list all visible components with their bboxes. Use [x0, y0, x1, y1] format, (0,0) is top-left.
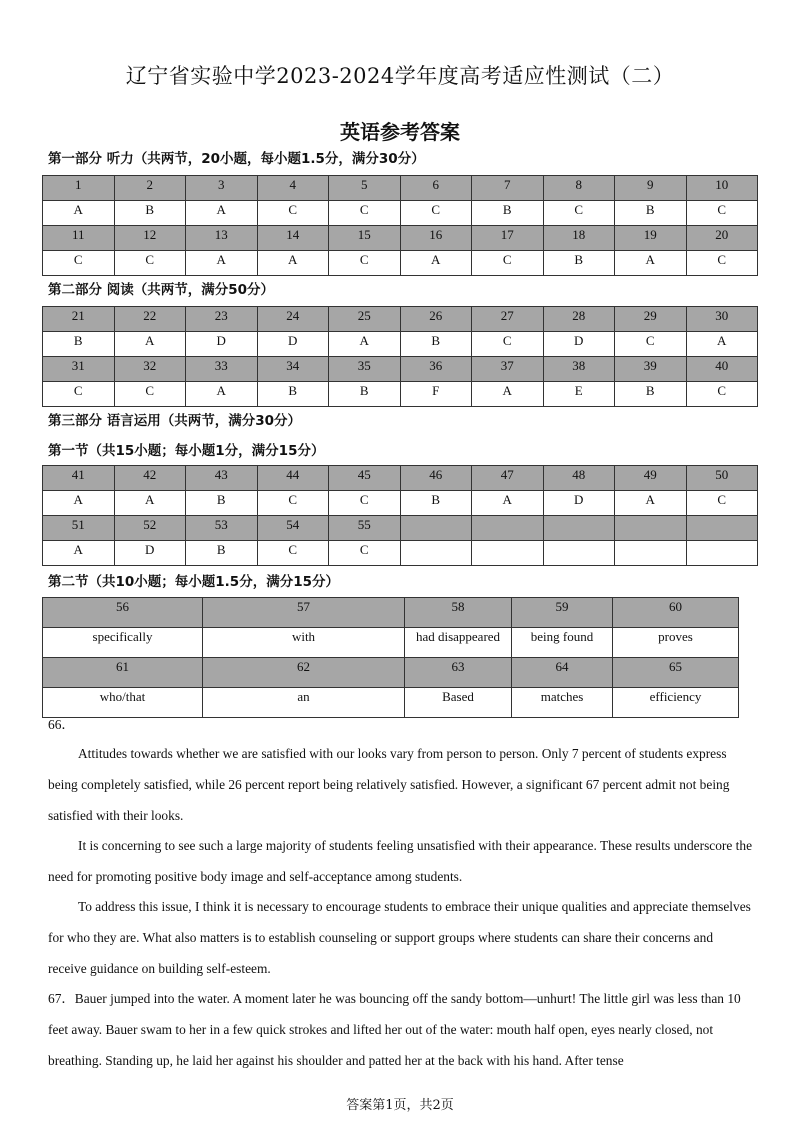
question-number-row [43, 598, 739, 628]
question-number-cell: 50 [686, 466, 758, 491]
question-number-cell: 7 [472, 176, 544, 201]
question-number-cell: 36 [400, 357, 472, 382]
answer-row [43, 541, 758, 566]
question-number-cell: 29 [615, 307, 687, 332]
answer-cell: C [329, 201, 401, 226]
answer-cell: C [686, 201, 758, 226]
answer-row [43, 382, 758, 407]
question-number-cell: 5 [329, 176, 401, 201]
part2-answer-table [42, 306, 758, 407]
question-number-cell: 32 [114, 357, 186, 382]
answer-cell: B [186, 491, 258, 516]
answer-cell: A [43, 491, 115, 516]
question-number-cell: 9 [615, 176, 687, 201]
answer-cell: efficiency [613, 688, 739, 718]
answer-cell: C [329, 251, 401, 276]
question-number-cell: 57 [203, 598, 405, 628]
exam-title: 辽宁省实验中学2023-2024学年度高考适应性测试（二） [125, 64, 675, 88]
question-number-cell: 1 [43, 176, 115, 201]
question-number-cell: 56 [43, 598, 203, 628]
question-number-cell [543, 516, 615, 541]
answer-cell: C [114, 382, 186, 407]
question-number-cell: 40 [686, 357, 758, 382]
question-number-cell: 62 [203, 658, 405, 688]
question-number-cell: 54 [257, 516, 329, 541]
question-number-cell: 19 [615, 226, 687, 251]
question-number-cell: 34 [257, 357, 329, 382]
q66-paragraph-3: To address this issue, I think it is necessary to encourage students to embrace their unique qualities and appreciate themselves for who they are. What also matters is to establish counseling or support groups where students can share their concerns and receive guidance on building self-esteem. [48, 899, 751, 976]
question-number-cell: 33 [186, 357, 258, 382]
question-number-cell: 63 [405, 658, 512, 688]
answer-cell: C [43, 251, 115, 276]
question-number-cell: 22 [114, 307, 186, 332]
question-number-cell: 30 [686, 307, 758, 332]
question-number-cell: 15 [329, 226, 401, 251]
answer-cell: F [400, 382, 472, 407]
question-number-cell: 24 [257, 307, 329, 332]
answer-cell: A [186, 201, 258, 226]
question-number-cell [615, 516, 687, 541]
question-number-cell: 18 [543, 226, 615, 251]
answer-cell: D [543, 491, 615, 516]
answer-cell [472, 541, 544, 566]
question-number-cell: 3 [186, 176, 258, 201]
answer-row [43, 332, 758, 357]
answer-cell: D [543, 332, 615, 357]
question-number-cell: 25 [329, 307, 401, 332]
question-number-cell: 12 [114, 226, 186, 251]
answer-cell: A [615, 251, 687, 276]
answer-cell: C [543, 201, 615, 226]
answer-cell [686, 541, 758, 566]
answer-cell: Based [405, 688, 512, 718]
question-number-row [43, 658, 739, 688]
question-number-cell: 58 [405, 598, 512, 628]
answer-cell: B [43, 332, 115, 357]
question-number-cell: 13 [186, 226, 258, 251]
question-number-cell: 31 [43, 357, 115, 382]
question-number-cell: 64 [512, 658, 613, 688]
answer-cell: A [43, 541, 115, 566]
answer-cell: B [543, 251, 615, 276]
answer-cell: B [615, 382, 687, 407]
answer-cell: C [257, 491, 329, 516]
question-number-cell: 65 [613, 658, 739, 688]
question-number-cell: 16 [400, 226, 472, 251]
answer-cell: C [686, 491, 758, 516]
answer-cell: who/that [43, 688, 203, 718]
answer-cell: C [615, 332, 687, 357]
question-number-cell: 26 [400, 307, 472, 332]
answer-cell: an [203, 688, 405, 718]
answer-cell: D [114, 541, 186, 566]
question-number-row [43, 226, 758, 251]
answer-cell: had disappeared [405, 628, 512, 658]
question-number-cell: 4 [257, 176, 329, 201]
question-number-cell: 61 [43, 658, 203, 688]
answer-row [43, 201, 758, 226]
answer-cell: C [686, 382, 758, 407]
question-number-cell: 8 [543, 176, 615, 201]
answer-cell: C [329, 541, 401, 566]
answer-cell: A [472, 491, 544, 516]
answer-row [43, 491, 758, 516]
answer-cell: C [43, 382, 115, 407]
answer-cell: C [257, 201, 329, 226]
question-number-cell: 35 [329, 357, 401, 382]
question-number-cell: 37 [472, 357, 544, 382]
question-number-cell: 44 [257, 466, 329, 491]
question-number-cell: 20 [686, 226, 758, 251]
question-number-cell: 21 [43, 307, 115, 332]
answer-cell: B [114, 201, 186, 226]
part3-heading: 第三部分 语言运用（共两节，满分30分） [48, 413, 301, 429]
question-number-cell: 2 [114, 176, 186, 201]
answer-cell: A [686, 332, 758, 357]
answer-cell: A [257, 251, 329, 276]
question-number-cell: 59 [512, 598, 613, 628]
answer-cell: A [114, 332, 186, 357]
part3-section1-answer-table [42, 465, 758, 566]
answer-cell: A [472, 382, 544, 407]
answer-row [43, 251, 758, 276]
part1-answer-table [42, 175, 758, 276]
question-number-cell: 38 [543, 357, 615, 382]
answer-cell: C [329, 491, 401, 516]
question-number-cell: 60 [613, 598, 739, 628]
answer-cell: C [472, 332, 544, 357]
page-footer: 答案第1页，共2页 [346, 1098, 454, 1113]
answer-cell: B [400, 332, 472, 357]
q66-paragraph-2: It is concerning to see such a large majority of students feeling unsatisfied with their appearance. These results underscore the need for promoting positive body image and self-acceptance among students. [48, 838, 753, 884]
answer-cell: B [186, 541, 258, 566]
question-number-cell [400, 516, 472, 541]
question-number-cell: 11 [43, 226, 115, 251]
question-number-cell: 17 [472, 226, 544, 251]
question-number-cell [472, 516, 544, 541]
question-number-cell: 53 [186, 516, 258, 541]
answer-cell: A [329, 332, 401, 357]
answer-cell: B [615, 201, 687, 226]
question-number-row [43, 357, 758, 382]
question-number-cell: 6 [400, 176, 472, 201]
question-number-cell: 51 [43, 516, 115, 541]
answer-cell: B [400, 491, 472, 516]
question-number-cell: 42 [114, 466, 186, 491]
question-number-cell: 52 [114, 516, 186, 541]
question-number-row [43, 307, 758, 332]
answer-cell: matches [512, 688, 613, 718]
question-number-cell: 23 [186, 307, 258, 332]
answer-cell: being found [512, 628, 613, 658]
answer-cell: with [203, 628, 405, 658]
answer-cell: A [400, 251, 472, 276]
question-number-cell: 27 [472, 307, 544, 332]
answer-cell [543, 541, 615, 566]
answer-cell: C [257, 541, 329, 566]
question-number-row [43, 516, 758, 541]
q66-paragraph-1: Attitudes towards whether we are satisfied with our looks vary from person to person. Only 7 percent of students express being completely satisfied, while 26 percent report being relatively satisfied. However, a significant 67 percent admit not being satisfied with their looks. [48, 746, 730, 823]
question-number-cell: 10 [686, 176, 758, 201]
question-number-cell: 55 [329, 516, 401, 541]
question-number-cell: 28 [543, 307, 615, 332]
question-number-cell: 45 [329, 466, 401, 491]
q67-text: 67．Bauer jumped into the water. A moment later he was bouncing off the sandy bottom—unhurt! The little girl was less than 10 feet away. Bauer swam to her in a few quick strokes and lifted her out of the water: mouth half open, eyes nearly closed, not breathing. Standing up, he laid her against his shoulder and patted her at the back with his hand. After tense [48, 991, 741, 1068]
question-number-cell [686, 516, 758, 541]
question-number-cell: 14 [257, 226, 329, 251]
answer-cell: D [186, 332, 258, 357]
answer-cell: proves [613, 628, 739, 658]
part3-section2-answer-table [42, 597, 739, 718]
part3-section2-heading: 第二节（共10小题；每小题1.5分，满分15分） [48, 574, 339, 590]
answer-cell [400, 541, 472, 566]
answer-cell: B [472, 201, 544, 226]
answer-cell: C [114, 251, 186, 276]
answer-cell: A [615, 491, 687, 516]
answer-cell: B [257, 382, 329, 407]
part3-section1-heading: 第一节（共15小题；每小题1分，满分15分） [48, 443, 325, 459]
answer-cell: C [686, 251, 758, 276]
question-number-cell: 47 [472, 466, 544, 491]
question-number-row [43, 176, 758, 201]
answer-cell: C [400, 201, 472, 226]
answer-cell [615, 541, 687, 566]
answer-cell: E [543, 382, 615, 407]
answer-cell: A [114, 491, 186, 516]
answer-cell: A [186, 382, 258, 407]
question-number-cell: 39 [615, 357, 687, 382]
answer-cell: A [186, 251, 258, 276]
answer-row [43, 628, 739, 658]
part2-heading: 第二部分 阅读（共两节，满分50分） [48, 282, 274, 298]
answer-cell: A [43, 201, 115, 226]
question-number-cell: 43 [186, 466, 258, 491]
answer-cell: specifically [43, 628, 203, 658]
answer-cell: D [257, 332, 329, 357]
question-number-cell: 41 [43, 466, 115, 491]
part1-heading: 第一部分 听力（共两节，20小题，每小题1.5分，满分30分） [48, 151, 425, 167]
q66-label: 66． [48, 717, 75, 732]
answer-key-title: 英语参考答案 [340, 120, 460, 144]
question-number-row [43, 466, 758, 491]
answer-cell: C [472, 251, 544, 276]
answer-cell: B [329, 382, 401, 407]
question-number-cell: 46 [400, 466, 472, 491]
question-number-cell: 49 [615, 466, 687, 491]
question-number-cell: 48 [543, 466, 615, 491]
